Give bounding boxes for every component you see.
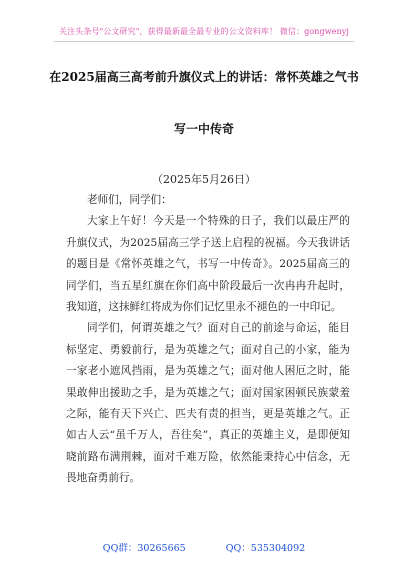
footer-contact (0, 540, 408, 554)
document-body (66, 190, 350, 490)
document-title-line-2: 写一中传奇 (173, 122, 234, 136)
paragraph-2: 同学们，何谓英雄之气？面对自己的前途与命运，能目标坚定、勇毅前行，是为英雄之气；面对自己的小家，能为一家老小遮风挡雨，是为英雄之气；面对他人困厄之时，能果敢伸出援助之手，是为英雄之气；面对国家困顿民族蒙羞之际，能有天下兴亡、匹夫有责的担当，更是英雄之气。正如古人云“虽千万人，吾往矣”，真正的英雄主义，是即便知晓前路布满荆棘，面对千难万险，依然能秉持心中信念，无畏地奋勇前行。 (66, 322, 350, 485)
footer-qq-group: QQ群：30265665 (102, 543, 186, 554)
footer-qq: QQ：535304092 (225, 543, 306, 554)
header-divider (54, 41, 354, 42)
document-title-line-1: 在2025届高三高考前升旗仪式上的讲话：常怀英雄之气书 (49, 70, 359, 84)
header-notice: 关注头条号"公文研究"，获得最新最全最专业的公文资料库！ 微信：gongwenyj (59, 27, 349, 36)
greeting: 老师们，同学们： (87, 194, 172, 206)
document-date: （2025年5月26日） (152, 173, 256, 186)
paragraph-1: 大家上午好！今天是一个特殊的日子，我们以最庄严的升旗仪式，为2025届高三学子送上启程的祝福。今天我讲话的题目是《常怀英雄之气，书写一中传奇》。2025届高三的同学们，当五星红旗在你们高中阶段最后一次冉冉升起时，我知道，这抹鲜红将成为你们记忆里永不褪色的一中印记。 (66, 215, 350, 314)
